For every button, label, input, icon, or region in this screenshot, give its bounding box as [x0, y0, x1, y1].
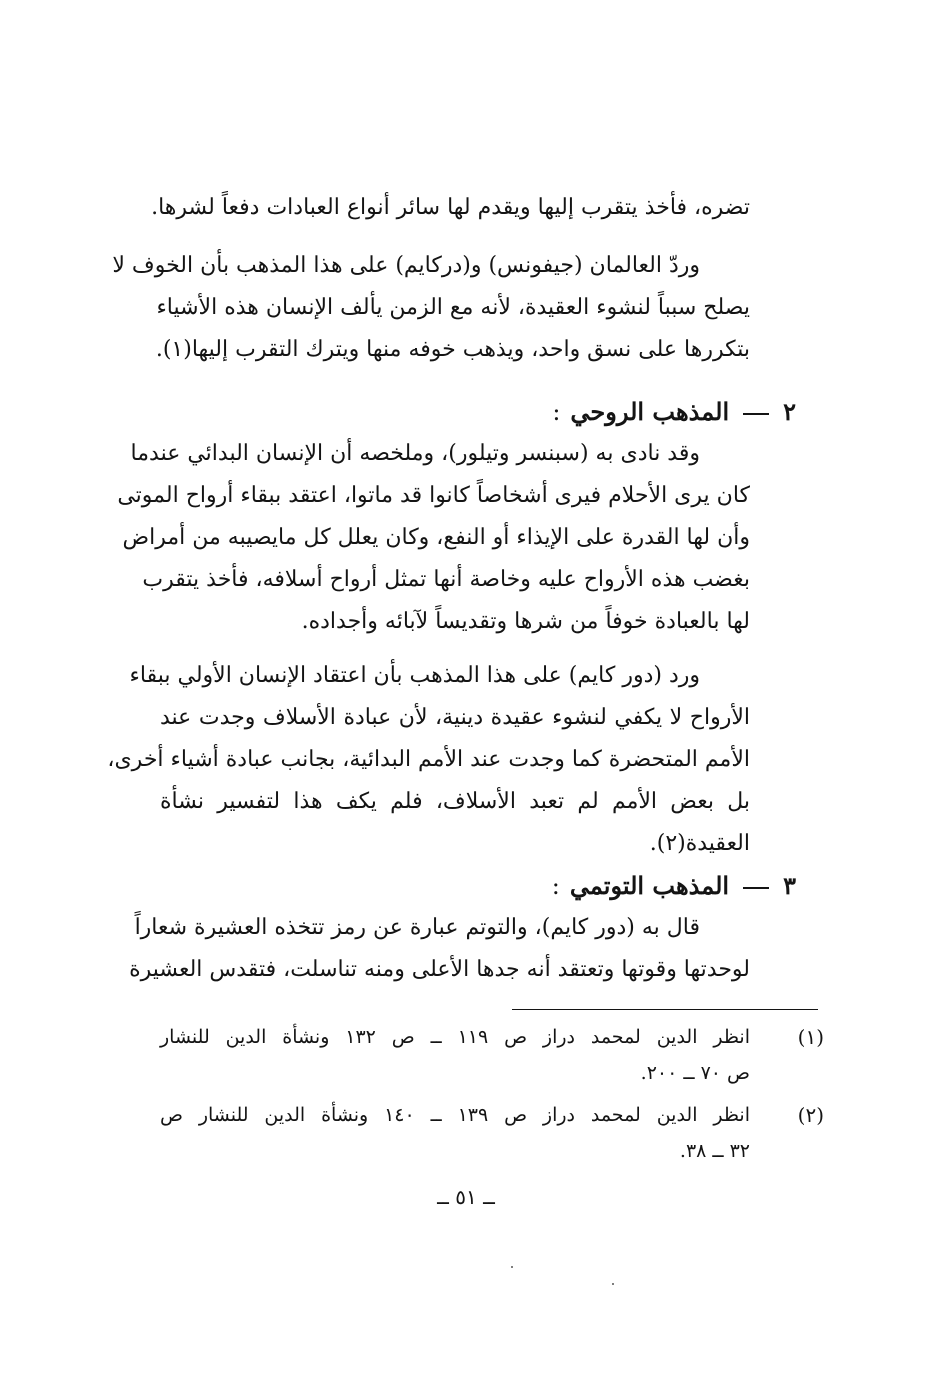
section-heading: [552, 866, 796, 906]
body-line: بغضب هذه الأرواح عليه وخاصة أنها تمثل أرواح أسلافه، فأخذ يتقرب: [142, 567, 750, 592]
footnote-marker: (٢): [797, 1103, 824, 1127]
footnote-line: ص ٧٠ ــ ٢٠٠.: [640, 1062, 750, 1084]
body-line: العقيدة(٢).: [649, 831, 750, 856]
body-line: وردّ العالمان (جيفونس) و(دركايم) على هذا المذهب بأن الخوف لا: [112, 253, 700, 278]
body-line: ورد (دور كايم) على هذا المذهب بأن اعتقاد الإنسان الأولي ببقاء: [129, 663, 700, 688]
section-heading: [552, 392, 796, 432]
body-line: لوحدتها وقوتها وتعتقد أنه جدها الأعلى ومنه تناسلت، فتقدس العشيرة: [129, 957, 750, 982]
body-line: الأمم المتحضرة كما وجدت عند الأمم البدائية، بجانب عبادة أشياء أخرى،: [107, 747, 750, 772]
body-line: لها بالعبادة خوفاً من شرها وتقديساً لآبائه وأجداده.: [301, 609, 750, 634]
section-title: المذهب التوتمي: [569, 871, 730, 900]
footnote-line: انظر الدين لمحمد دراز ص ١٣٩ ــ ١٤٠ ونشأة الدين للنشار ص: [160, 1104, 750, 1126]
body-line: بل بعض الأمم لم تعبد الأسلاف، فلم يكف هذا لتفسير نشأة: [160, 789, 750, 814]
heading-dash: [743, 413, 769, 415]
body-line: وقد نادى به (سبنسر وتيلور)، وملخصه أن الإنسان البدائي عندما: [130, 441, 700, 466]
body-line: قال به (دور كايم)، والتوتم عبارة عن رمز تتخذه العشيرة شعاراً: [134, 915, 700, 940]
body-line: وأن لها القدرة على الإيذاء أو النفع، وكان يعلل كل مايصيبه من أمراض: [122, 525, 750, 550]
section-number: ٢: [783, 397, 796, 426]
section-title: المذهب الروحي: [570, 397, 730, 426]
footnote-line: ٣٢ ــ ٣٨.: [679, 1140, 750, 1162]
body-line: كان يرى الأحلام فيرى أشخاصاً كانوا قد ماتوا، اعتقد ببقاء أرواح الموتى: [117, 483, 750, 508]
body-line: يصلح سبباً لنشوء العقيدة، لأنه مع الزمن يألف الإنسان هذه الأشياء: [156, 295, 750, 320]
body-line: الأرواح لا يكفي لنشوء عقيدة دينية، لأن عبادة الأسلاف وجدت عند: [160, 705, 750, 730]
heading-colon: :: [551, 872, 560, 900]
body-line: بتكررها على نسق واحد، ويذهب خوفه منها ويترك التقرب إليها(١).: [155, 337, 750, 362]
scan-speck: [511, 1266, 513, 1268]
footnote-marker: (١): [797, 1025, 824, 1049]
footnote-separator: [512, 1009, 818, 1010]
section-number: ٣: [783, 871, 796, 900]
heading-colon: :: [552, 398, 561, 426]
page-number: ــ ٥١ ــ: [437, 1185, 495, 1209]
scan-speck: [612, 1283, 614, 1285]
body-line: تضره، فأخذ يتقرب إليها ويقدم لها سائر أنواع العبادات دفعاً لشرها.: [151, 195, 750, 220]
footnote-line: انظر الدين لمحمد دراز ص ١١٩ ــ ص ١٣٢ ونشأة الدين للنشار: [160, 1026, 750, 1048]
heading-dash: [743, 887, 769, 889]
